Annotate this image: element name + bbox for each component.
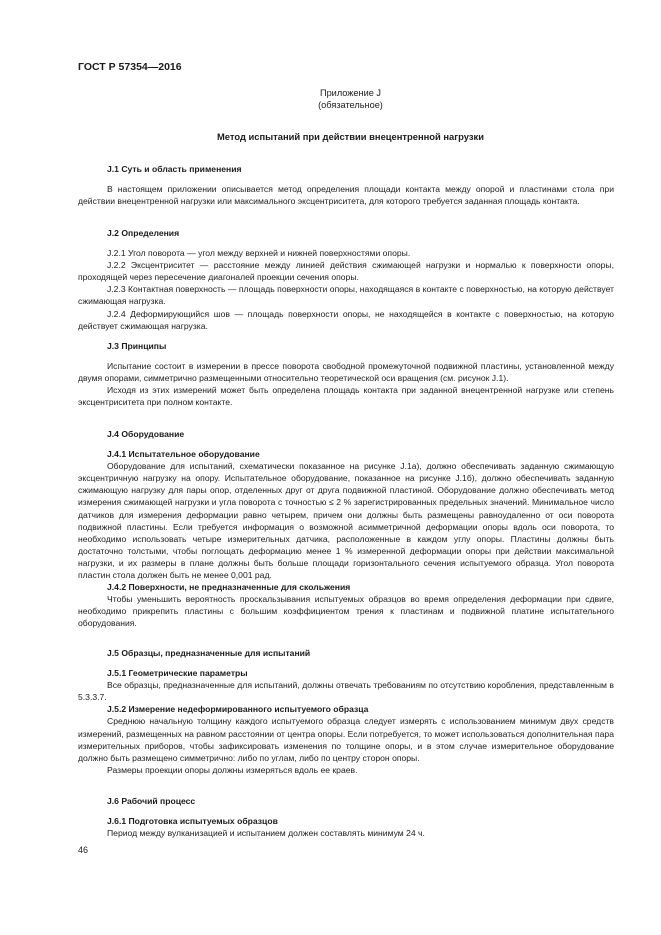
subsection-heading: J.4.1 Испытательное оборудование (107, 449, 260, 460)
paragraph: Исходя из этих измерений может быть определена площадь контакта при заданной внецентренной нагрузке или степень эксцентриситета при полном контакте. (78, 385, 614, 408)
paragraph: Все образцы, предназначенные для испытаний, должны отвечать требованиям по отсутствию коробления, представленным в 5.3.3.7. (78, 680, 614, 703)
section-heading: J.4 Оборудование (107, 429, 185, 439)
section-heading: J.2 Определения (107, 228, 180, 238)
section-j6 (78, 795, 614, 839)
definition: J.2.2 Эксцентриситет — расстояние между линией действия сжимающей нагрузки и нормалью к поверхности опоры, проходящей через пересечение диагоналей проекции сечения опоры. (78, 260, 614, 283)
paragraph: Размеры проекции опоры должны измеряться вдоль ее краев. (107, 764, 358, 775)
annex-label: Приложение J (319, 88, 382, 98)
paragraph: Чтобы уменьшить вероятность проскальзывания испытуемых образцов во время определения деформации при сдвиге, необходимо прикрепить пластины с большим коэффициентом трения к пластинам и подвижной платине испытательного оборудования. (78, 594, 614, 629)
section-j1 (78, 163, 614, 207)
definition: J.2.1 Угол поворота — угол между верхней и нижней поверхностями опоры. (107, 248, 411, 259)
section-j2 (78, 227, 614, 332)
annex-status: (обязательное) (318, 100, 383, 110)
subsection-heading: J.6.1 Подготовка испытуемых образцов (107, 816, 278, 827)
paragraph: Оборудование для испытаний, схематически показанное на рисунке J.1а), должно обеспечивать заданную сжимающую эксцентричную нагрузку на опору. Испытательное оборудование, показанное на рисунке J.1б), должно обеспечивать заданную сжимающую нагрузку для пары опор, отделенных друг от друга подвижной пластиной. Оборудование должно обеспечивать метод измерения сжимающей нагрузки и угла поворота с точностью ≤ 2 % зарегистрированных предельных значений. Минимальное число датчиков для измерения деформации равно четырем, причем они должны быть размещены равноудаленно от оси поворота подвижной пластины. Если требуется информация о возможной асимметричной деформации опоры вдоль оси поворота, то необходимо использовать четыре измерительных датчика, расположенные в каждом углу опоры. Пластины должны быть достаточно толстыми, чтобы поглощать деформацию менее 1 % измеренной деформации опоры при действии максимальной нагрузки, и их размеры в плане должны быть больше площади горизонтального сечения испытуемого образца. Угол поворота пластин стола должен быть не менее 0,001 рад. (78, 461, 614, 581)
definition: J.2.4 Деформирующийся шов — площадь поверхности опоры, не находящейся в контакте с поверхностью, на которую действует сжимающая нагрузка. (78, 308, 614, 331)
section-heading: J.6 Рабочий процесс (107, 796, 196, 806)
annex-title: Метод испытаний при действии внецентренной нагрузки (217, 131, 484, 142)
subsection-heading: J.4.2 Поверхности, не предназначенные для скольжения (107, 582, 351, 593)
definition: J.2.3 Контактная поверхность — площадь поверхности опоры, находящаяся в контакте с поверхностью, на которую действует сжимающая нагрузка. (78, 284, 614, 307)
section-j5 (78, 647, 614, 776)
section-j4 (78, 428, 614, 630)
section-heading: J.3 Принципы (107, 341, 167, 351)
subsection-heading: J.5.2 Измерение недеформированного испытуемого образца (107, 704, 369, 715)
document-header: ГОСТ Р 57354—2016 (78, 61, 182, 73)
section-heading: J.5 Образцы, предназначенные для испытаний (107, 648, 311, 658)
page-number: 46 (78, 845, 89, 855)
section-heading: J.1 Суть и область применения (107, 164, 242, 174)
paragraph: Испытание состоит в измерении в прессе поворота свободной промежуточной подвижной пластины, установленной между двумя опорами, симметрично размещенными относительно теоретической оси вращения (см. рисунок J.1). (78, 361, 614, 384)
paragraph: В настоящем приложении описывается метод определения площади контакта между опорой и пластинами стола при действии внецентренной нагрузки или максимального эксцентриситета, для которого требуется заданная площадь контакта. (78, 184, 614, 207)
subsection-heading: J.5.1 Геометрические параметры (107, 668, 248, 679)
section-j3 (78, 340, 614, 408)
paragraph: Период между вулканизацией и испытанием должен составлять минимум 24 ч. (107, 828, 425, 839)
paragraph: Среднюю начальную толщину каждого испытуемого образца следует измерять с использованием минимум двух средств измерений, размещенных на равном расстоянии от центра опоры. Если потребуется, то может использоваться дополнительная пара измерительных приборов, чтобы зафиксировать изменения по толщине опоры, и в этом случае измерительное оборудование должно быть размещено симметрично: либо по углам, либо по центру сторон опоры. (78, 716, 614, 763)
